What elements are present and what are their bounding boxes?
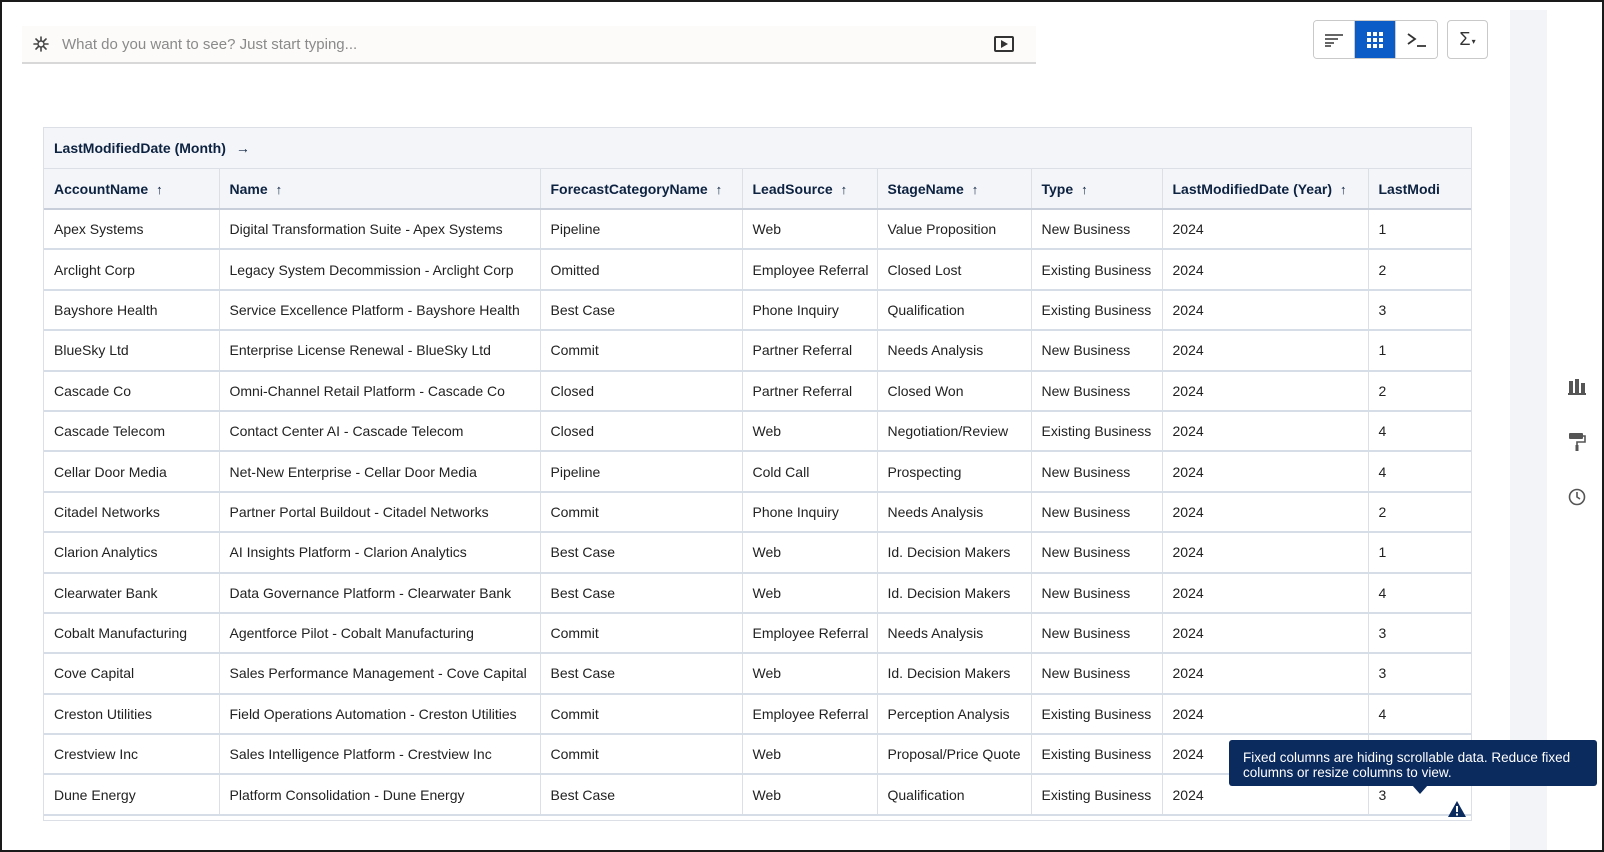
table-cell: 4 bbox=[1368, 451, 1472, 491]
table-cell: Employee Referral bbox=[742, 694, 877, 734]
table-cell: New Business bbox=[1031, 371, 1162, 411]
table-cell: New Business bbox=[1031, 573, 1162, 613]
table-row[interactable] bbox=[44, 290, 1472, 330]
search-input[interactable] bbox=[62, 36, 994, 53]
table-cell: Existing Business bbox=[1031, 411, 1162, 451]
table-cell: Cove Capital bbox=[44, 653, 219, 693]
table-cell: Needs Analysis bbox=[877, 613, 1031, 653]
table-row[interactable] bbox=[44, 371, 1472, 411]
table-cell: 2024 bbox=[1162, 492, 1368, 532]
warning-icon[interactable] bbox=[1448, 801, 1466, 817]
table-cell: Existing Business bbox=[1031, 734, 1162, 774]
column-header-label: Name bbox=[229, 180, 268, 197]
table-cell: 3 bbox=[1368, 613, 1472, 653]
table-cell: Commit bbox=[540, 492, 742, 532]
table-body bbox=[44, 209, 1472, 815]
results-table bbox=[43, 127, 1472, 821]
table-cell: Closed bbox=[540, 371, 742, 411]
table-cell: Prospecting bbox=[877, 451, 1031, 491]
table-cell: Negotiation/Review bbox=[877, 411, 1031, 451]
table-cell: 2024 bbox=[1162, 774, 1368, 814]
table-cell: Cascade Co bbox=[44, 371, 219, 411]
table-cell: Commit bbox=[540, 330, 742, 370]
table-cell: Id. Decision Makers bbox=[877, 573, 1031, 613]
table-cell: 2024 bbox=[1162, 290, 1368, 330]
table-cell: New Business bbox=[1031, 492, 1162, 532]
table-cell: New Business bbox=[1031, 613, 1162, 653]
table-cell: Id. Decision Makers bbox=[877, 532, 1031, 572]
table-cell: Creston Utilities bbox=[44, 694, 219, 734]
column-header[interactable] bbox=[219, 169, 540, 209]
column-header[interactable] bbox=[1031, 169, 1162, 209]
table-cell: Web bbox=[742, 774, 877, 814]
table-cell: Contact Center AI - Cascade Telecom bbox=[219, 411, 540, 451]
table-cell: Closed Won bbox=[877, 371, 1031, 411]
table-row[interactable] bbox=[44, 451, 1472, 491]
table-row[interactable] bbox=[44, 613, 1472, 653]
table-cell: 2024 bbox=[1162, 330, 1368, 370]
table-cell: Sales Intelligence Platform - Crestview Inc bbox=[219, 734, 540, 774]
table-cell: Field Operations Automation - Creston Utilities bbox=[219, 694, 540, 734]
table-cell: 2 bbox=[1368, 371, 1472, 411]
side-toolbar bbox=[1562, 372, 1592, 537]
table-cell: Omitted bbox=[540, 249, 742, 289]
table-cell: New Business bbox=[1031, 209, 1162, 249]
sort-ascending-icon[interactable]: ↑ bbox=[1081, 181, 1088, 197]
table-cell: Data Governance Platform - Clearwater Bank bbox=[219, 573, 540, 613]
column-header[interactable] bbox=[742, 169, 877, 209]
table-cell: 2024 bbox=[1162, 694, 1368, 734]
paint-roller-icon[interactable] bbox=[1562, 427, 1592, 457]
table-cell: Dune Energy bbox=[44, 774, 219, 814]
clock-icon[interactable] bbox=[1562, 482, 1592, 512]
table-cell: Pipeline bbox=[540, 451, 742, 491]
fixed-columns-tooltip: Fixed columns are hiding scrollable data. Reduce fixed columns or resize columns to view. bbox=[1229, 740, 1597, 786]
group-header[interactable] bbox=[44, 128, 1471, 169]
table-cell: Existing Business bbox=[1031, 249, 1162, 289]
table-cell: Qualification bbox=[877, 774, 1031, 814]
table-cell: Web bbox=[742, 209, 877, 249]
table-cell: 2024 bbox=[1162, 209, 1368, 249]
table-cell: 3 bbox=[1368, 653, 1472, 693]
sort-ascending-icon[interactable]: ↑ bbox=[971, 181, 979, 197]
table-cell: Clarion Analytics bbox=[44, 532, 219, 572]
table-cell: Web bbox=[742, 532, 877, 572]
group-header-label: LastModifiedDate (Month) bbox=[54, 140, 226, 156]
table-cell: Closed Lost bbox=[877, 249, 1031, 289]
search-bar bbox=[22, 26, 1036, 64]
query-view-icon bbox=[1407, 32, 1427, 48]
table-view-button[interactable] bbox=[1355, 21, 1396, 58]
table-cell: Existing Business bbox=[1031, 774, 1162, 814]
table-cell: Existing Business bbox=[1031, 290, 1162, 330]
table-cell: 2024 bbox=[1162, 734, 1368, 774]
table-cell: 2024 bbox=[1162, 613, 1368, 653]
table-cell: Value Proposition bbox=[877, 209, 1031, 249]
table-cell: Best Case bbox=[540, 774, 742, 814]
play-box-icon[interactable] bbox=[994, 36, 1014, 52]
table-cell: 3 bbox=[1368, 774, 1472, 814]
table-cell: Commit bbox=[540, 694, 742, 734]
sort-ascending-icon[interactable]: ↑ bbox=[1339, 181, 1347, 197]
table-cell: 1 bbox=[1368, 532, 1472, 572]
table-cell: Arclight Corp bbox=[44, 249, 219, 289]
column-header-label: ForecastCategoryName bbox=[550, 180, 708, 197]
summary-view-icon bbox=[1325, 33, 1343, 47]
table-cell: Partner Portal Buildout - Citadel Networks bbox=[219, 492, 540, 532]
table-cell: 2024 bbox=[1162, 532, 1368, 572]
sigma-icon: Σ bbox=[1459, 29, 1471, 49]
table-cell: Needs Analysis bbox=[877, 330, 1031, 370]
query-view-button[interactable] bbox=[1396, 21, 1437, 58]
table-row[interactable] bbox=[44, 573, 1472, 613]
sort-ascending-icon[interactable]: ↑ bbox=[156, 181, 163, 197]
arrow-right-icon: → bbox=[235, 140, 250, 156]
sparkle-icon bbox=[32, 35, 50, 53]
table-cell: Enterprise License Renewal - BlueSky Ltd bbox=[219, 330, 540, 370]
table-row[interactable] bbox=[44, 209, 1472, 249]
table-cell: Id. Decision Makers bbox=[877, 653, 1031, 693]
table-cell: 2024 bbox=[1162, 371, 1368, 411]
table-cell: 2024 bbox=[1162, 249, 1368, 289]
table-cell: New Business bbox=[1031, 532, 1162, 572]
table-cell: 2 bbox=[1368, 249, 1472, 289]
table-row[interactable] bbox=[44, 653, 1472, 693]
table-cell: 2024 bbox=[1162, 653, 1368, 693]
table-row[interactable] bbox=[44, 411, 1472, 451]
table-cell: Proposal/Price Quote bbox=[877, 734, 1031, 774]
table-cell: 4 bbox=[1368, 694, 1472, 734]
table-cell: 2024 bbox=[1162, 411, 1368, 451]
table-cell: Best Case bbox=[540, 573, 742, 613]
table-row[interactable] bbox=[44, 694, 1472, 734]
table-cell: Partner Referral bbox=[742, 330, 877, 370]
table-cell: Employee Referral bbox=[742, 613, 877, 653]
table-cell: Commit bbox=[540, 613, 742, 653]
table-cell: Agentforce Pilot - Cobalt Manufacturing bbox=[219, 613, 540, 653]
table-cell: Web bbox=[742, 734, 877, 774]
column-header[interactable] bbox=[1162, 169, 1368, 209]
table-cell: Web bbox=[742, 411, 877, 451]
table-cell: BlueSky Ltd bbox=[44, 330, 219, 370]
table-cell: Employee Referral bbox=[742, 249, 877, 289]
table-cell: 4 bbox=[1368, 573, 1472, 613]
column-header-label: LeadSource bbox=[752, 180, 833, 197]
table-cell: Phone Inquiry bbox=[742, 492, 877, 532]
table-cell: New Business bbox=[1031, 653, 1162, 693]
table-cell: Pipeline bbox=[540, 209, 742, 249]
table-cell: Best Case bbox=[540, 290, 742, 330]
table-cell: Web bbox=[742, 573, 877, 613]
column-header[interactable] bbox=[877, 169, 1031, 209]
column-header[interactable] bbox=[44, 169, 219, 209]
column-header-label: StageName bbox=[887, 180, 964, 197]
table-cell: New Business bbox=[1031, 451, 1162, 491]
table-row[interactable] bbox=[44, 492, 1472, 532]
table-cell: Commit bbox=[540, 734, 742, 774]
table-cell: Phone Inquiry bbox=[742, 290, 877, 330]
column-header-label: AccountName bbox=[54, 180, 149, 197]
sort-ascending-icon[interactable]: ↑ bbox=[275, 181, 283, 197]
table-cell: Omni-Channel Retail Platform - Cascade Co bbox=[219, 371, 540, 411]
table-view-icon bbox=[1367, 32, 1383, 48]
table-cell: Bayshore Health bbox=[44, 290, 219, 330]
table-cell: Citadel Networks bbox=[44, 492, 219, 532]
table-cell: Cold Call bbox=[742, 451, 877, 491]
table-cell: 1 bbox=[1368, 330, 1472, 370]
table-cell: Crestview Inc bbox=[44, 734, 219, 774]
table-cell: Net-New Enterprise - Cellar Door Media bbox=[219, 451, 540, 491]
table-cell: 2024 bbox=[1162, 573, 1368, 613]
table-cell: AI Insights Platform - Clarion Analytics bbox=[219, 532, 540, 572]
column-header[interactable] bbox=[540, 169, 742, 209]
table-cell: Apex Systems bbox=[44, 209, 219, 249]
column-header-label: Type bbox=[1041, 180, 1074, 197]
table-cell: Qualification bbox=[877, 290, 1031, 330]
column-header[interactable] bbox=[1368, 169, 1472, 209]
table-row[interactable] bbox=[44, 249, 1472, 289]
right-panel-rail bbox=[1510, 10, 1547, 850]
column-header-label: LastModifiedDate (Year) bbox=[1172, 180, 1332, 197]
table-cell: Digital Transformation Suite - Apex Systems bbox=[219, 209, 540, 249]
table-cell: Best Case bbox=[540, 653, 742, 693]
table-cell: Existing Business bbox=[1031, 694, 1162, 734]
table-cell: Sales Performance Management - Cove Capital bbox=[219, 653, 540, 693]
chevron-down-icon: ▾ bbox=[1471, 37, 1476, 46]
aggregate-menu-button[interactable] bbox=[1447, 20, 1488, 59]
table-cell: Legacy System Decommission - Arclight Corp bbox=[219, 249, 540, 289]
table-cell: Platform Consolidation - Dune Energy bbox=[219, 774, 540, 814]
view-toggle-group bbox=[1313, 20, 1438, 59]
table-cell: Web bbox=[742, 653, 877, 693]
table-cell: 2 bbox=[1368, 492, 1472, 532]
table-cell: Needs Analysis bbox=[877, 492, 1031, 532]
table-cell: Clearwater Bank bbox=[44, 573, 219, 613]
summary-view-button[interactable] bbox=[1314, 21, 1355, 58]
table-cell: Partner Referral bbox=[742, 371, 877, 411]
chart-icon[interactable] bbox=[1562, 372, 1592, 402]
sort-ascending-icon[interactable]: ↑ bbox=[715, 181, 723, 197]
table-cell: Service Excellence Platform - Bayshore Health bbox=[219, 290, 540, 330]
column-header-label: LastModi bbox=[1378, 180, 1440, 197]
table-cell: 2024 bbox=[1162, 451, 1368, 491]
data-grid bbox=[44, 169, 1472, 816]
table-cell: 1 bbox=[1368, 209, 1472, 249]
table-cell: Cobalt Manufacturing bbox=[44, 613, 219, 653]
table-cell: Best Case bbox=[540, 532, 742, 572]
table-cell: Cascade Telecom bbox=[44, 411, 219, 451]
table-cell: 3 bbox=[1368, 290, 1472, 330]
table-cell: New Business bbox=[1031, 330, 1162, 370]
table-row[interactable] bbox=[44, 330, 1472, 370]
header-row bbox=[44, 169, 1472, 209]
sort-ascending-icon[interactable]: ↑ bbox=[840, 181, 848, 197]
table-row[interactable] bbox=[44, 532, 1472, 572]
table-cell: 4 bbox=[1368, 411, 1472, 451]
table-cell: Cellar Door Media bbox=[44, 451, 219, 491]
table-cell: Closed bbox=[540, 411, 742, 451]
table-cell: Perception Analysis bbox=[877, 694, 1031, 734]
